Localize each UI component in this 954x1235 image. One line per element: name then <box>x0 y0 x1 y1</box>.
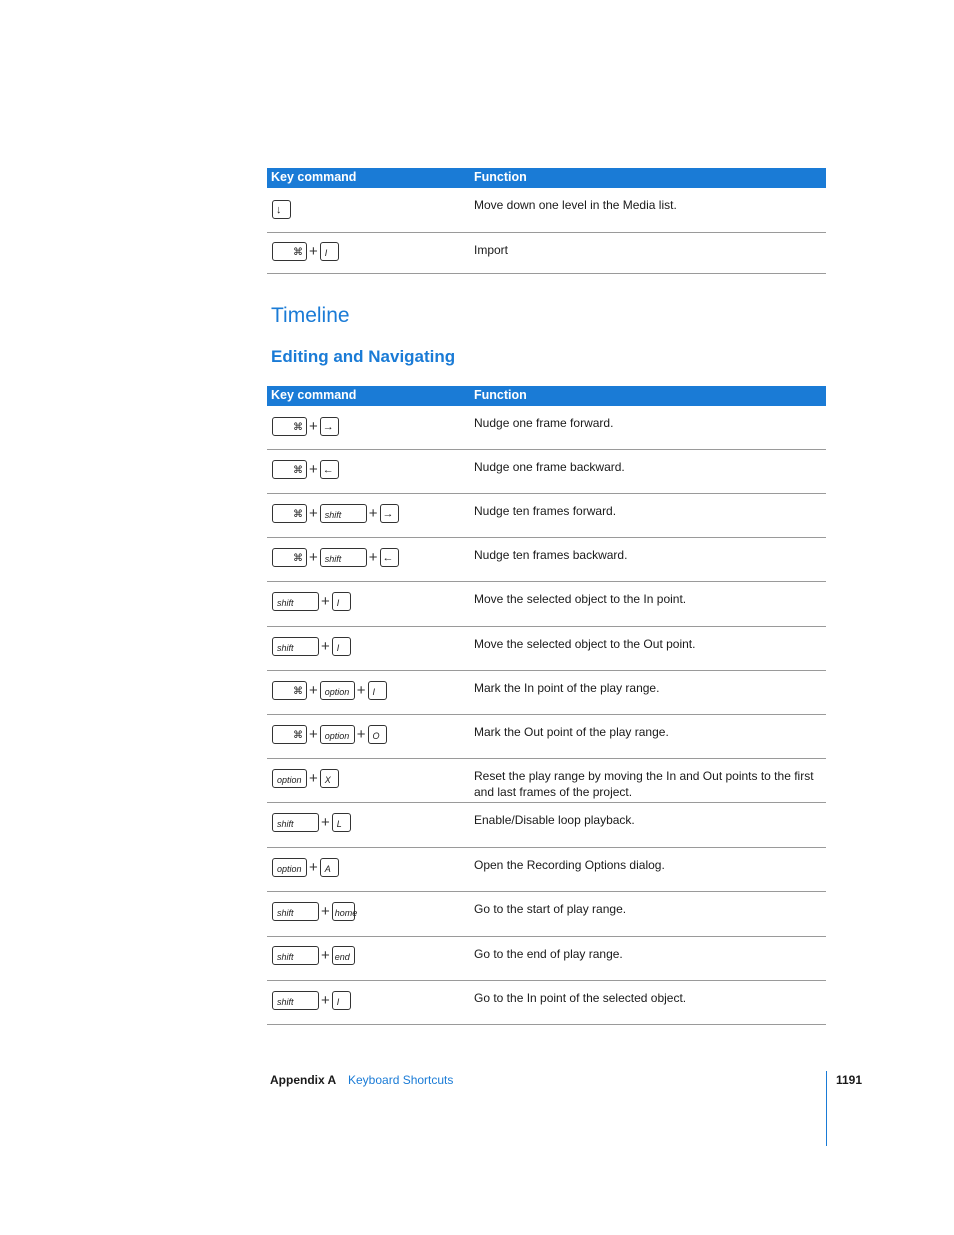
key-combo: ⌘ + I <box>272 242 339 261</box>
table-row <box>267 582 826 627</box>
shift-key: shift <box>272 637 319 656</box>
command-key <box>272 460 307 479</box>
table-row <box>267 450 826 494</box>
footer-divider <box>826 1071 827 1146</box>
table-row <box>267 627 826 671</box>
table-row <box>267 759 826 803</box>
shift-key: shift <box>320 504 367 523</box>
table-row <box>267 188 826 233</box>
function-text: Nudge ten frames forward. <box>474 504 617 518</box>
command-key <box>272 681 307 700</box>
key-combo: ⌘ + option + I <box>272 681 387 700</box>
function-text: Mark the Out point of the play range. <box>474 725 669 739</box>
key-combo: ⌘ + ← <box>272 460 339 479</box>
page-number: 1191 <box>836 1073 863 1087</box>
command-key <box>272 417 307 436</box>
i-key: I <box>332 592 351 611</box>
table-row <box>267 848 826 892</box>
shift-key: shift <box>320 548 367 567</box>
key-combo: shift + I <box>272 592 351 611</box>
left-arrow-key: ← <box>320 460 339 479</box>
command-key <box>272 504 307 523</box>
down-arrow-key: ↓ <box>272 200 291 219</box>
function-text: Move the selected object to the Out point. <box>474 637 696 651</box>
table-row <box>267 538 826 582</box>
option-key: option <box>320 725 355 744</box>
table-header <box>267 168 826 188</box>
section-title: Timeline <box>271 304 350 327</box>
shift-key: shift <box>272 946 319 965</box>
key-combo: ⌘ + shift + ← <box>272 548 399 567</box>
subsection-title: Editing and Navigating <box>271 347 456 366</box>
header-key-command: Key command <box>271 170 357 184</box>
key-combo: option + X <box>272 769 339 788</box>
key-combo: shift + L <box>272 813 351 832</box>
shortcut-table-top <box>267 168 826 274</box>
command-icon: ⌘ <box>293 553 303 564</box>
header-function: Function <box>474 170 527 184</box>
command-key <box>272 725 307 744</box>
command-icon: ⌘ <box>293 686 303 697</box>
function-text: Go to the start of play range. <box>474 902 627 916</box>
left-arrow-key: ← <box>380 548 399 567</box>
home-key: home <box>332 902 355 921</box>
o-key: O <box>368 725 387 744</box>
command-key <box>272 242 307 261</box>
function-text: Nudge ten frames backward. <box>474 548 628 562</box>
table-row <box>267 892 826 937</box>
function-text: Nudge one frame forward. <box>474 416 614 430</box>
i-key: I <box>332 637 351 656</box>
header-key-command: Key command <box>271 388 357 402</box>
key-combo: ⌘ + option + O <box>272 725 387 744</box>
shift-key: shift <box>272 813 319 832</box>
table-row <box>267 406 826 450</box>
x-key: X <box>320 769 339 788</box>
function-text: Enable/Disable loop playback. <box>474 813 635 827</box>
table-row <box>267 715 826 759</box>
key-combo: shift + end <box>272 946 355 965</box>
right-arrow-key: → <box>320 417 339 436</box>
i-key: I <box>320 242 339 261</box>
table-row <box>267 803 826 848</box>
function-text: Reset the play range by moving the In and Out points to the first and last frames of the project. <box>474 769 814 799</box>
command-icon: ⌘ <box>293 730 303 741</box>
table-row <box>267 981 826 1025</box>
function-text: Move the selected object to the In point. <box>474 592 687 606</box>
i-key: I <box>368 681 387 700</box>
i-key: I <box>332 991 351 1010</box>
function-text: Import <box>474 243 509 257</box>
function-text: Move down one level in the Media list. <box>474 198 677 212</box>
shift-key: shift <box>272 991 319 1010</box>
footer-chapter-link[interactable]: Keyboard Shortcuts <box>348 1073 454 1087</box>
shortcut-table-editing <box>267 386 826 1025</box>
command-key <box>272 548 307 567</box>
l-key: L <box>332 813 351 832</box>
a-key: A <box>320 858 339 877</box>
command-icon: ⌘ <box>293 509 303 520</box>
function-text: Open the Recording Options dialog. <box>474 858 665 872</box>
table-row <box>267 671 826 715</box>
key-combo: ⌘ + shift + → <box>272 504 399 523</box>
shift-key: shift <box>272 902 319 921</box>
table-row <box>267 937 826 981</box>
table-row <box>267 494 826 538</box>
footer-appendix: Appendix A <box>270 1073 337 1087</box>
key-combo: option + A <box>272 858 339 877</box>
key-combo: shift + I <box>272 991 351 1010</box>
key-combo <box>272 200 291 219</box>
function-text: Nudge one frame backward. <box>474 460 625 474</box>
end-key: end <box>332 946 355 965</box>
command-icon: ⌘ <box>293 422 303 433</box>
function-text: Go to the end of play range. <box>474 947 623 961</box>
option-key: option <box>272 858 307 877</box>
key-combo: shift + I <box>272 637 351 656</box>
table-header <box>267 386 826 406</box>
header-function: Function <box>474 388 527 402</box>
command-icon: ⌘ <box>293 247 303 258</box>
command-icon: ⌘ <box>293 465 303 476</box>
key-combo: shift + home <box>272 902 355 921</box>
function-text: Mark the In point of the play range. <box>474 681 660 695</box>
option-key: option <box>320 681 355 700</box>
key-combo: ⌘ + → <box>272 417 339 436</box>
function-text: Go to the In point of the selected object. <box>474 991 687 1005</box>
shift-key: shift <box>272 592 319 611</box>
option-key: option <box>272 769 307 788</box>
table-row <box>267 233 826 274</box>
right-arrow-key: → <box>380 504 399 523</box>
